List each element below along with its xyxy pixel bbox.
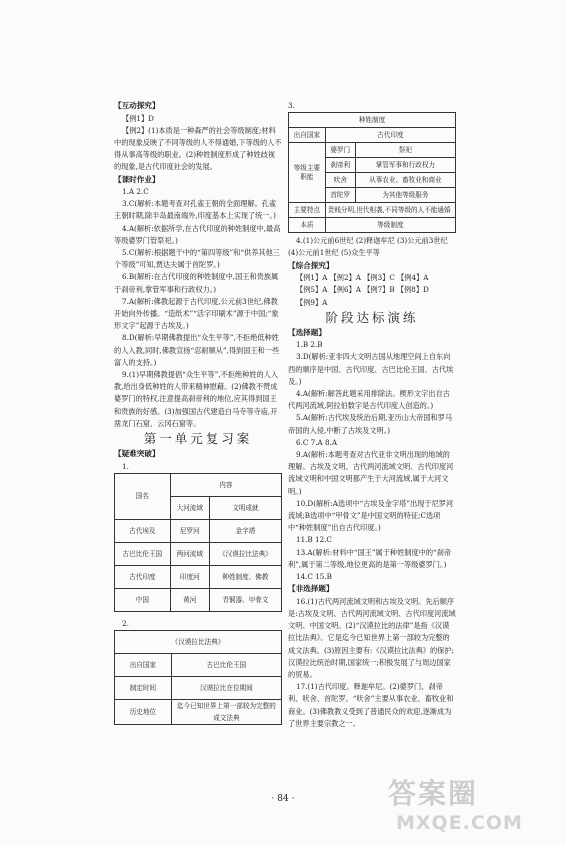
- left-column: [114, 100, 282, 725]
- cell-country: 中国: [115, 588, 171, 611]
- question-number: 2.: [122, 618, 129, 628]
- answer-paragraph: 4.(1)公元前6世纪 (2)释迦牟尼 (3)公元前3世纪 (4)公元前1世纪 (5)众生平等: [288, 236, 448, 258]
- answer-line: 14.C 15.B: [296, 572, 332, 582]
- cell-value: 古代印度: [325, 128, 455, 143]
- caste-system-table: [288, 112, 456, 233]
- cell-river: 两河流域: [170, 542, 209, 565]
- answer-paragraph: 17.(1)古代印度。释迦牟尼。(2)婆罗门、刹帝利、吠舍、首陀罗。“吠舍”主要从事农业、畜牧业和商业。(3)佛教教义受到了普通民众的欢迎,逐渐成为了世界主要宗教之一。: [288, 682, 454, 728]
- answer-paragraph: 9.(1)早期佛教提倡“众生平等”,不拒绝种姓的人入教,给出身低种姓的人带来精神慰藉。(2)佛教不赞成婆罗门的特权,注意提高刹帝利的地位,应其得到国王和贵族的好感。(3)加强国古代建造白马寺等寺庙,开凿龙门石窟、云冈石窟等。: [114, 370, 279, 428]
- table-row: [289, 203, 456, 218]
- cell-key: 等级主要职能: [289, 143, 326, 203]
- question-number: 1.: [122, 461, 129, 471]
- cell-caste: 吠舍: [325, 173, 355, 188]
- answer-line: 1.A 2.C: [122, 187, 149, 197]
- cell-caste: 首陀罗: [325, 188, 355, 203]
- cell-caste: 婆罗门: [325, 143, 355, 158]
- answer-paragraph: 9.A(解析:本题考查对古代亚非文明出现的地域的理解。古埃及文明、古代两河流域文明、古代印度河流域文明和中国文明都产生于大河流域,属于大河文明。): [288, 450, 454, 496]
- watermark-url: MXQE.COM: [396, 812, 523, 834]
- cell-key: 历史地位: [115, 699, 172, 724]
- answer-paragraph: 3.C(解析:本题考查对孔雀王朝的全面理解。孔雀王朝时期,除半岛最南端外,印度基本上实现了统一。): [114, 199, 277, 221]
- table-corner-cell: 国名: [115, 473, 171, 519]
- cell-country: 古代埃及: [115, 519, 171, 542]
- answer-line: 【例1】D: [122, 113, 154, 123]
- table-row: [115, 565, 282, 588]
- unit-review-title: 第一单元复习案: [143, 431, 253, 447]
- cell-value: 等级制度: [325, 218, 455, 233]
- cell-achievement: 金字塔: [209, 519, 281, 542]
- cell-value: 古巴比伦王国: [171, 653, 281, 676]
- table-row: [115, 653, 282, 676]
- cell-river: 黄河: [170, 588, 209, 611]
- answer-paragraph: 16.(1)古代两河流域文明和古埃及文明。先后顺序是:古埃及文明、古代两河流域文明、古代印度河流域文明、中国文明。(2)“汉谟拉比的法律”是指《汉谟拉比法典》。它是迄今已知世界上第一部较为完整的成文法典。(3)原因主要有:《汉谟拉比法典》的保护;汉谟拉比统治时期,国家统一;积极发展了与周边国家的贸易。: [288, 596, 456, 679]
- answer-paragraph: 13.A(解析:材料中“国王”属于种姓制度中的“刹帝利”,属于第二等级,地位更高的是第一等级婆罗门。): [288, 547, 452, 569]
- answer-line: 6.C 7.A 8.A: [296, 437, 338, 447]
- table-header-river: 大河流域: [170, 496, 209, 519]
- right-column: [288, 100, 456, 730]
- cell-key: 制定时间: [115, 676, 172, 699]
- cell-achievement: 种姓制度、佛教: [209, 565, 281, 588]
- cell-duty: 为其他等级服务: [355, 188, 455, 203]
- cell-achievement: 《汉谟拉比法典》: [209, 542, 281, 565]
- table-row: [289, 128, 456, 143]
- answer-paragraph: 4.A(解析:解答此题采用排除法。楔形文字出自古代两河流域,阿拉伯数字是古代印度人创造的。): [288, 389, 450, 411]
- table-row: [115, 699, 282, 724]
- table-row: [289, 218, 456, 233]
- cell-key: 本质: [289, 218, 326, 233]
- cell-duty: 从事农业、畜牧业和商业: [355, 173, 455, 188]
- cell-duty: 掌管军事和行政权力: [355, 158, 455, 173]
- answer-paragraph: 8.D(解析:早期佛教提出“众生平等”,不拒绝低种姓的人入教,同时,佛教宣扬“忍耐顺从”,得到国王和一些富人的支持。): [114, 333, 280, 367]
- cell-caste: 刹帝利: [325, 158, 355, 173]
- page-number: · 84 ·: [271, 794, 295, 804]
- cell-value: 汉谟拉比在位期间: [171, 676, 281, 699]
- stage-practice-title: 阶段达标演练: [325, 309, 419, 325]
- table-row: [115, 542, 282, 565]
- answer-paragraph: 6.B(解析:在古代印度的种姓制度中,国王和贵族属于刹帝利,掌管军事和行政权力。): [114, 272, 279, 294]
- cell-value: 贵贱分明,世代相袭,不同等级的人不能通婚: [325, 203, 455, 218]
- cell-value: 迄今已知世界上第一部较为完整的成文法典: [171, 699, 281, 724]
- answer-line: 【例5】A 【例6】A 【例7】B 【例8】D: [296, 285, 429, 295]
- answer-paragraph: 5.A(解析:古代埃及统治后期,亚历山大帝国和罗马帝国的入侵,中断了古埃及文明。): [288, 413, 453, 435]
- section-heading-comprehensive: 【综合探究】: [288, 260, 334, 270]
- answer-line: 11.B 12.C: [296, 535, 332, 545]
- table-row: [115, 676, 282, 699]
- code-of-hammurabi-table: [114, 630, 282, 725]
- answer-line: 【例9】A: [296, 297, 328, 307]
- civilizations-table: [114, 473, 282, 612]
- cell-key: 出自国家: [115, 653, 172, 676]
- table-row: [115, 519, 282, 542]
- table-row: [289, 143, 456, 158]
- section-heading-homework: 【课时作业】: [114, 174, 160, 184]
- watermark: [388, 772, 538, 842]
- answer-paragraph: 5.C(解析:根据题干中的“第四等级”和“供养其他三个等级”可知,贾达夫属于首陀罗。): [114, 248, 280, 270]
- answer-paragraph: 10.D(解析:A选项中“古埃及金字塔”出现于尼罗河流域;B选项中“甲骨文”是中国文明的特征;C选项中“种姓制度”出自古代印度。): [288, 498, 454, 533]
- cell-duty: 祭祀: [355, 143, 455, 158]
- section-heading-difficulty: 【疑难突破】: [114, 449, 160, 459]
- cell-river: 印度河: [170, 565, 209, 588]
- cell-key: 主要特点: [289, 203, 326, 218]
- cell-river: 尼罗河: [170, 519, 209, 542]
- table-group-header: 内容: [170, 473, 281, 496]
- table-header-achievement: 文明成就: [209, 496, 281, 519]
- watermark-text: 答案圈: [388, 777, 479, 810]
- section-heading-multiple-choice: 【选择题】: [288, 327, 326, 337]
- answer-line: 1.B 2.B: [296, 340, 323, 350]
- answer-paragraph: 【例2】(1)本质是一种森严的社会等级制度;材料中的现象反映了不同等级的人不得通婚,下等级的人不得从事高等级的职业。(2)种姓制度形成了种姓歧视的现象,是古代印度社会的发展。: [114, 125, 282, 172]
- cell-key: 出自国家: [289, 128, 326, 143]
- answer-line: 【例1】A 【例2】A 【例3】C 【例4】A: [296, 273, 429, 283]
- answer-paragraph: 3.D(解析:亚非四大文明古国从地理空间上自东向西的顺序是中国、古代印度、古巴比伦王国、古代埃及。): [288, 352, 454, 386]
- question-number: 3.: [288, 101, 295, 110]
- cell-country: 古巴比伦王国: [115, 542, 171, 565]
- cell-country: 古代印度: [115, 565, 171, 588]
- cell-achievement: 青铜器、甲骨文: [209, 588, 281, 611]
- answer-paragraph: 4.A(解析:依据所学,在古代印度的种姓制度中,最高等级婆罗门管祭祀。): [114, 223, 281, 245]
- section-heading-interactive: 【互动探究】: [114, 101, 160, 110]
- table-row: [115, 588, 282, 611]
- table-title-cell: 种姓制度: [289, 113, 456, 128]
- section-heading-non-choice: 【非选择题】: [288, 584, 334, 594]
- table-title-cell: 《汉谟拉比法典》: [115, 630, 282, 653]
- answer-paragraph: 7.A(解析:佛教起源于古代印度,公元前3世纪,佛教开始向外传播。“造纸术”“活字印刷术”源于中国;“象形文字”起源于古埃及。): [114, 296, 279, 331]
